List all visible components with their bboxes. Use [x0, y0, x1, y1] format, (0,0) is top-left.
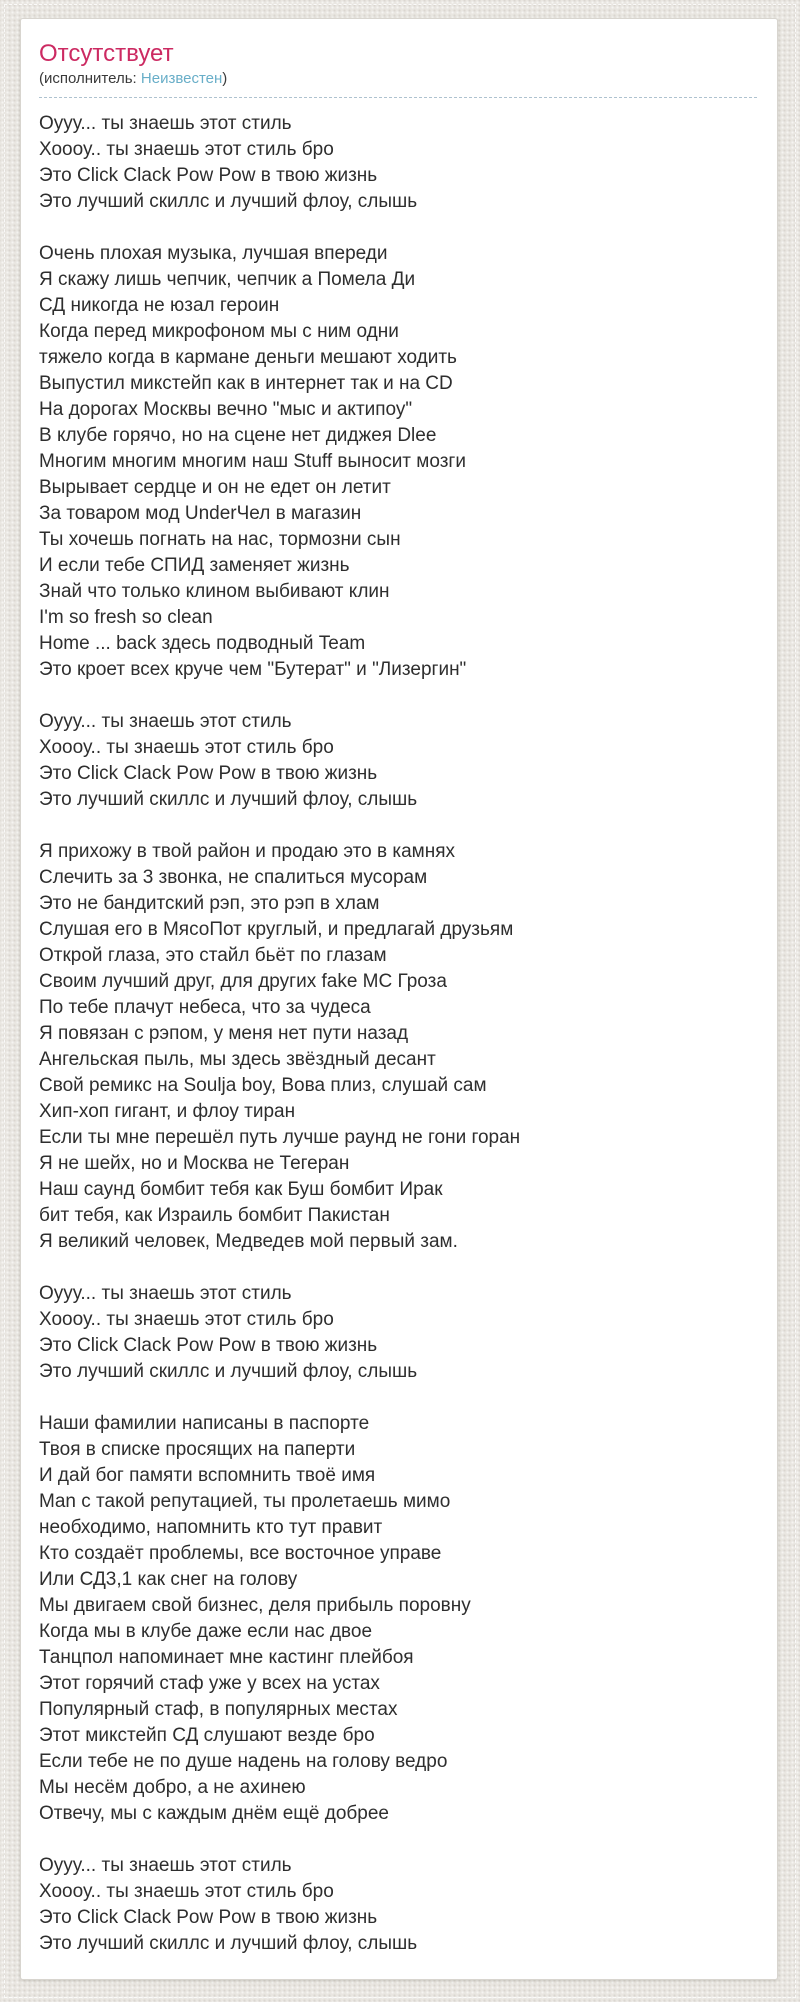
lyric-line: Отвечу, мы с каждым днём ещё добрее: [39, 1803, 389, 1824]
stanza: [39, 111, 757, 215]
lyric-line: Я прихожу в твой район и продаю это в камнях: [39, 841, 456, 862]
lyric-line: тяжело когда в кармане деньги мешают ходить: [39, 347, 457, 368]
lyric-line: Этот микстейп СД слушают везде бро: [39, 1725, 375, 1746]
lyric-line: Если ты мне перешёл путь лучше раунд не гони горан: [39, 1127, 521, 1148]
lyric-line: Мы несём добро, а не ахинею: [39, 1777, 306, 1798]
lyric-line: Выпустил микстейп как в интернет так и на CD: [39, 373, 453, 394]
lyric-line: Хоооу.. ты знаешь этот стиль бро: [39, 737, 334, 758]
lyrics-card: [20, 18, 778, 1980]
stanza: [39, 1411, 757, 1827]
lyric-line: Оууу... ты знаешь этот стиль: [39, 711, 292, 732]
lyric-line: Хип-хоп гигант, и флоу тиран: [39, 1101, 296, 1122]
lyric-line: Танцпол напоминает мне кастинг плейбоя: [39, 1647, 414, 1668]
lyric-line: СД никогда не юзал героин: [39, 295, 280, 316]
lyric-line: В клубе горячо, но на сцене нет диджея Dlee: [39, 425, 437, 446]
lyric-line: Когда перед микрофоном мы с ним одни: [39, 321, 399, 342]
lyric-line: Это кроет всех круче чем "Бутерат" и "Лизергин": [39, 659, 467, 680]
lyric-line: Хоооу.. ты знаешь этот стиль бро: [39, 139, 334, 160]
lyric-line: Наши фамилии написаны в паспорте: [39, 1413, 370, 1434]
lyric-line: И если тебе СПИД заменяет жизнь: [39, 555, 350, 576]
lyric-line: Открой глаза, это стайл бьёт по глазам: [39, 945, 387, 966]
lyric-line: Оууу... ты знаешь этот стиль: [39, 1855, 292, 1876]
lyric-line: I'm so fresh so clean: [39, 607, 213, 628]
stanza: [39, 241, 757, 683]
lyric-line: Это Click Clack Pow Pow в твою жизнь: [39, 763, 378, 784]
lyric-line: Это Click Clack Pow Pow в твою жизнь: [39, 165, 378, 186]
song-title: Отсутствует: [39, 40, 174, 67]
lyric-line: Твоя в списке просящих на паперти: [39, 1439, 356, 1460]
stanza: [39, 1853, 757, 1957]
stanza: [39, 839, 757, 1255]
lyric-line: Слушая его в МясоПот круглый, и предлагай друзьям: [39, 919, 514, 940]
lyric-line: И дай бог памяти вспомнить твоё имя: [39, 1465, 376, 1486]
lyric-line: Это лучший скиллс и лучший флоу, слышь: [39, 789, 418, 810]
lyric-line: Man с такой репутацией, ты пролетаешь мимо: [39, 1491, 451, 1512]
lyric-line: Я не шейх, но и Москва не Тегеран: [39, 1153, 350, 1174]
lyric-line: Ангельская пыль, мы здесь звёздный десант: [39, 1049, 436, 1070]
lyric-line: Мы двигаем свой бизнес, деля прибыль поровну: [39, 1595, 471, 1616]
lyric-line: По тебе плачут небеса, что за чудеса: [39, 997, 371, 1018]
artist-line: [39, 70, 757, 98]
artist-link[interactable]: Неизвестен: [140, 70, 223, 87]
lyric-line: Я великий человек, Медведев мой первый зам.: [39, 1231, 458, 1252]
stanza: [39, 709, 757, 813]
lyric-line: Хоооу.. ты знаешь этот стиль бро: [39, 1881, 334, 1902]
lyric-line: Это Click Clack Pow Pow в твою жизнь: [39, 1335, 378, 1356]
lyric-line: Это не бандитский рэп, это рэп в хлам: [39, 893, 380, 914]
lyric-line: Знай что только клином выбивают клин: [39, 581, 390, 602]
lyric-line: Наш саунд бомбит тебя как Буш бомбит Ирак: [39, 1179, 443, 1200]
lyric-line: Популярный стаф, в популярных местах: [39, 1699, 398, 1720]
lyric-line: Это лучший скиллс и лучший флоу, слышь: [39, 191, 418, 212]
stanza: [39, 1281, 757, 1385]
lyric-line: Когда мы в клубе даже если нас двое: [39, 1621, 373, 1642]
lyric-line: Я скажу лишь чепчик, чепчик а Помела Ди: [39, 269, 416, 290]
lyric-line: Своим лучший друг, для других fake MC Гроза: [39, 971, 447, 992]
lyric-line: Оууу... ты знаешь этот стиль: [39, 113, 292, 134]
lyric-line: Свой ремикс на Soulja boy, Вова плиз, слушай сам: [39, 1075, 487, 1096]
lyric-line: Оууу... ты знаешь этот стиль: [39, 1283, 292, 1304]
lyric-line: Это лучший скиллс и лучший флоу, слышь: [39, 1933, 418, 1954]
artist-label: (исполнитель:: [39, 70, 137, 87]
lyric-line: За товаром мод UnderЧел в магазин: [39, 503, 362, 524]
lyric-line: Кто создаёт проблемы, все восточное управе: [39, 1543, 442, 1564]
lyric-line: необходимо, напомнить кто тут правит: [39, 1517, 383, 1538]
lyric-line: Вырывает сердце и он не едет он летит: [39, 477, 391, 498]
lyric-line: Это лучший скиллс и лучший флоу, слышь: [39, 1361, 418, 1382]
lyric-line: Слечить за 3 звонка, не спалиться мусорам: [39, 867, 428, 888]
artist-close-paren: ): [222, 70, 228, 87]
lyric-line: Или СД3,1 как снег на голову: [39, 1569, 298, 1590]
lyric-line: Home ... back здесь подводный Team: [39, 633, 366, 654]
lyric-line: Я повязан с рэпом, у меня нет пути назад: [39, 1023, 409, 1044]
lyric-line: Этот горячий стаф уже у всех на устах: [39, 1673, 380, 1694]
lyric-line: бит тебя, как Израиль бомбит Пакистан: [39, 1205, 390, 1226]
lyric-line: На дорогах Москвы вечно "мыс и актипоу": [39, 399, 413, 420]
lyrics: [39, 111, 757, 1957]
lyric-line: Это Click Clack Pow Pow в твою жизнь: [39, 1907, 378, 1928]
lyric-line: Если тебе не по душе надень на голову ведро: [39, 1751, 448, 1772]
lyric-line: Ты хочешь погнать на нас, тормозни сын: [39, 529, 401, 550]
lyric-line: Очень плохая музыка, лучшая впереди: [39, 243, 388, 264]
lyric-line: Хоооу.. ты знаешь этот стиль бро: [39, 1309, 334, 1330]
lyric-line: Многим многим многим наш Stuff выносит мозги: [39, 451, 466, 472]
